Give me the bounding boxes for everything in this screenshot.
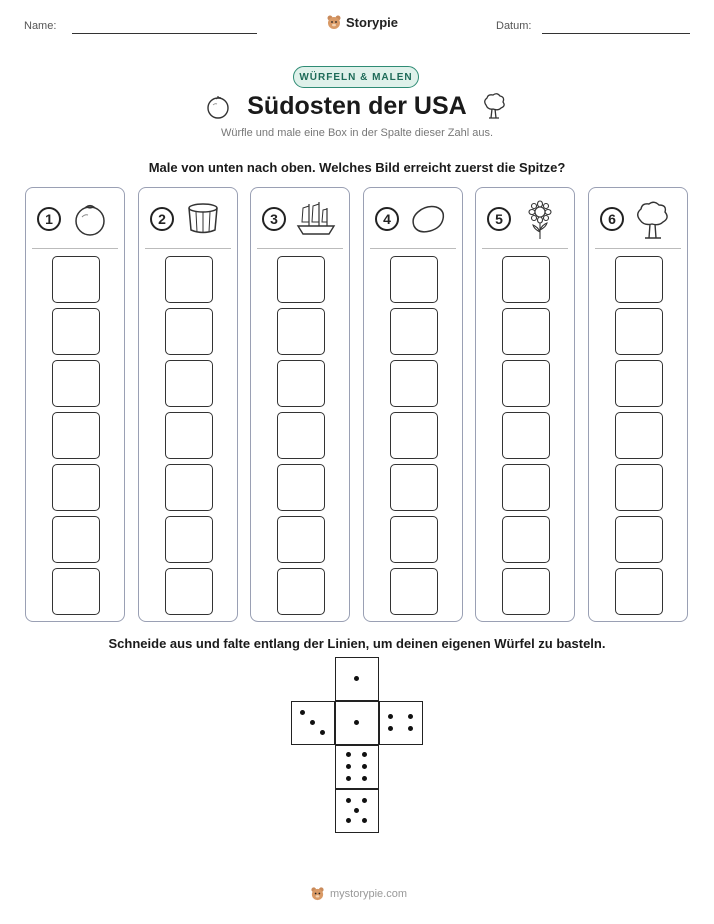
color-box[interactable] <box>390 308 438 355</box>
color-box[interactable] <box>52 308 100 355</box>
color-box[interactable] <box>615 464 663 511</box>
activity-badge: WÜRFELN & MALEN <box>293 66 419 88</box>
die-pip <box>362 752 367 757</box>
color-box[interactable] <box>390 464 438 511</box>
sunflower-icon <box>520 200 560 240</box>
color-box[interactable] <box>52 360 100 407</box>
columns-instruction: Male von unten nach oben. Welches Bild erreicht zuerst die Spitze? <box>148 160 566 175</box>
peanut-icon <box>408 200 448 238</box>
color-box[interactable] <box>615 412 663 459</box>
color-box[interactable] <box>52 256 100 303</box>
color-box[interactable] <box>52 516 100 563</box>
color-box[interactable] <box>615 308 663 355</box>
die-pip <box>300 710 305 715</box>
tree-icon <box>633 200 673 240</box>
color-box[interactable] <box>502 568 550 615</box>
die-pip <box>346 764 351 769</box>
footer <box>310 886 407 901</box>
bear-icon <box>310 886 325 901</box>
color-box[interactable] <box>277 516 325 563</box>
ship-icon <box>295 200 337 238</box>
die-pip <box>354 808 359 813</box>
color-box[interactable] <box>502 256 550 303</box>
column-5 <box>475 187 575 622</box>
date-label: Datum: <box>496 20 532 32</box>
die-pip <box>310 720 315 725</box>
die-face <box>291 701 335 745</box>
color-box[interactable] <box>277 360 325 407</box>
die-face <box>379 701 423 745</box>
color-box[interactable] <box>52 464 100 511</box>
subtitle: Würfle und male eine Box in der Spalte dieser Zahl aus. <box>220 127 494 139</box>
color-box[interactable] <box>502 308 550 355</box>
color-box[interactable] <box>52 412 100 459</box>
die-pip <box>408 714 413 719</box>
die-pip <box>362 798 367 803</box>
color-box[interactable] <box>502 412 550 459</box>
color-box[interactable] <box>165 464 213 511</box>
color-box[interactable] <box>615 360 663 407</box>
color-box[interactable] <box>390 360 438 407</box>
column-number: 1 <box>37 207 61 231</box>
date-line[interactable] <box>542 33 690 34</box>
die-face <box>335 789 379 833</box>
die-pip <box>346 818 351 823</box>
column-number: 6 <box>600 207 624 231</box>
column-number: 3 <box>262 207 286 231</box>
brand-logo <box>326 14 398 30</box>
die-pip <box>354 676 359 681</box>
die-face <box>335 657 379 701</box>
bear-icon <box>326 14 342 30</box>
color-box[interactable] <box>277 412 325 459</box>
color-box[interactable] <box>165 256 213 303</box>
column-1 <box>25 187 125 622</box>
die-pip <box>346 752 351 757</box>
barrel-icon <box>183 200 223 238</box>
name-line[interactable] <box>72 33 257 34</box>
die-pip <box>362 818 367 823</box>
footer-url: mystorypie.com <box>330 887 408 900</box>
color-box[interactable] <box>277 256 325 303</box>
color-box[interactable] <box>277 568 325 615</box>
die-face <box>335 745 379 789</box>
color-box[interactable] <box>615 256 663 303</box>
color-box[interactable] <box>165 516 213 563</box>
column-number: 2 <box>150 207 174 231</box>
color-box[interactable] <box>615 568 663 615</box>
color-box[interactable] <box>277 308 325 355</box>
name-label: Name: <box>24 20 57 32</box>
color-box[interactable] <box>390 256 438 303</box>
color-box[interactable] <box>502 516 550 563</box>
color-box[interactable] <box>165 568 213 615</box>
tree-icon <box>481 92 507 120</box>
color-box[interactable] <box>165 412 213 459</box>
page-title: Südosten der USA <box>247 92 467 120</box>
color-box[interactable] <box>165 360 213 407</box>
column-number: 4 <box>375 207 399 231</box>
color-box[interactable] <box>390 516 438 563</box>
dice-instruction: Schneide aus und falte entlang der Linien, um deinen eigenen Würfel zu basteln. <box>108 636 606 651</box>
color-box[interactable] <box>52 568 100 615</box>
die-pip <box>388 714 393 719</box>
color-box[interactable] <box>165 308 213 355</box>
column-2 <box>138 187 238 622</box>
color-box[interactable] <box>390 412 438 459</box>
die-pip <box>362 776 367 781</box>
brand-name: Storypie <box>346 14 399 30</box>
die-pip <box>346 776 351 781</box>
column-number: 5 <box>487 207 511 231</box>
column-4 <box>363 187 463 622</box>
die-pip <box>346 798 351 803</box>
die-pip <box>408 726 413 731</box>
color-box[interactable] <box>277 464 325 511</box>
die-pip <box>388 726 393 731</box>
die-face <box>335 701 379 745</box>
die-pip <box>362 764 367 769</box>
column-3 <box>250 187 350 622</box>
color-box[interactable] <box>502 464 550 511</box>
color-box[interactable] <box>390 568 438 615</box>
die-pip <box>320 730 325 735</box>
color-box[interactable] <box>502 360 550 407</box>
orange-icon <box>70 200 110 238</box>
column-6 <box>588 187 688 622</box>
die-pip <box>354 720 359 725</box>
color-box[interactable] <box>615 516 663 563</box>
